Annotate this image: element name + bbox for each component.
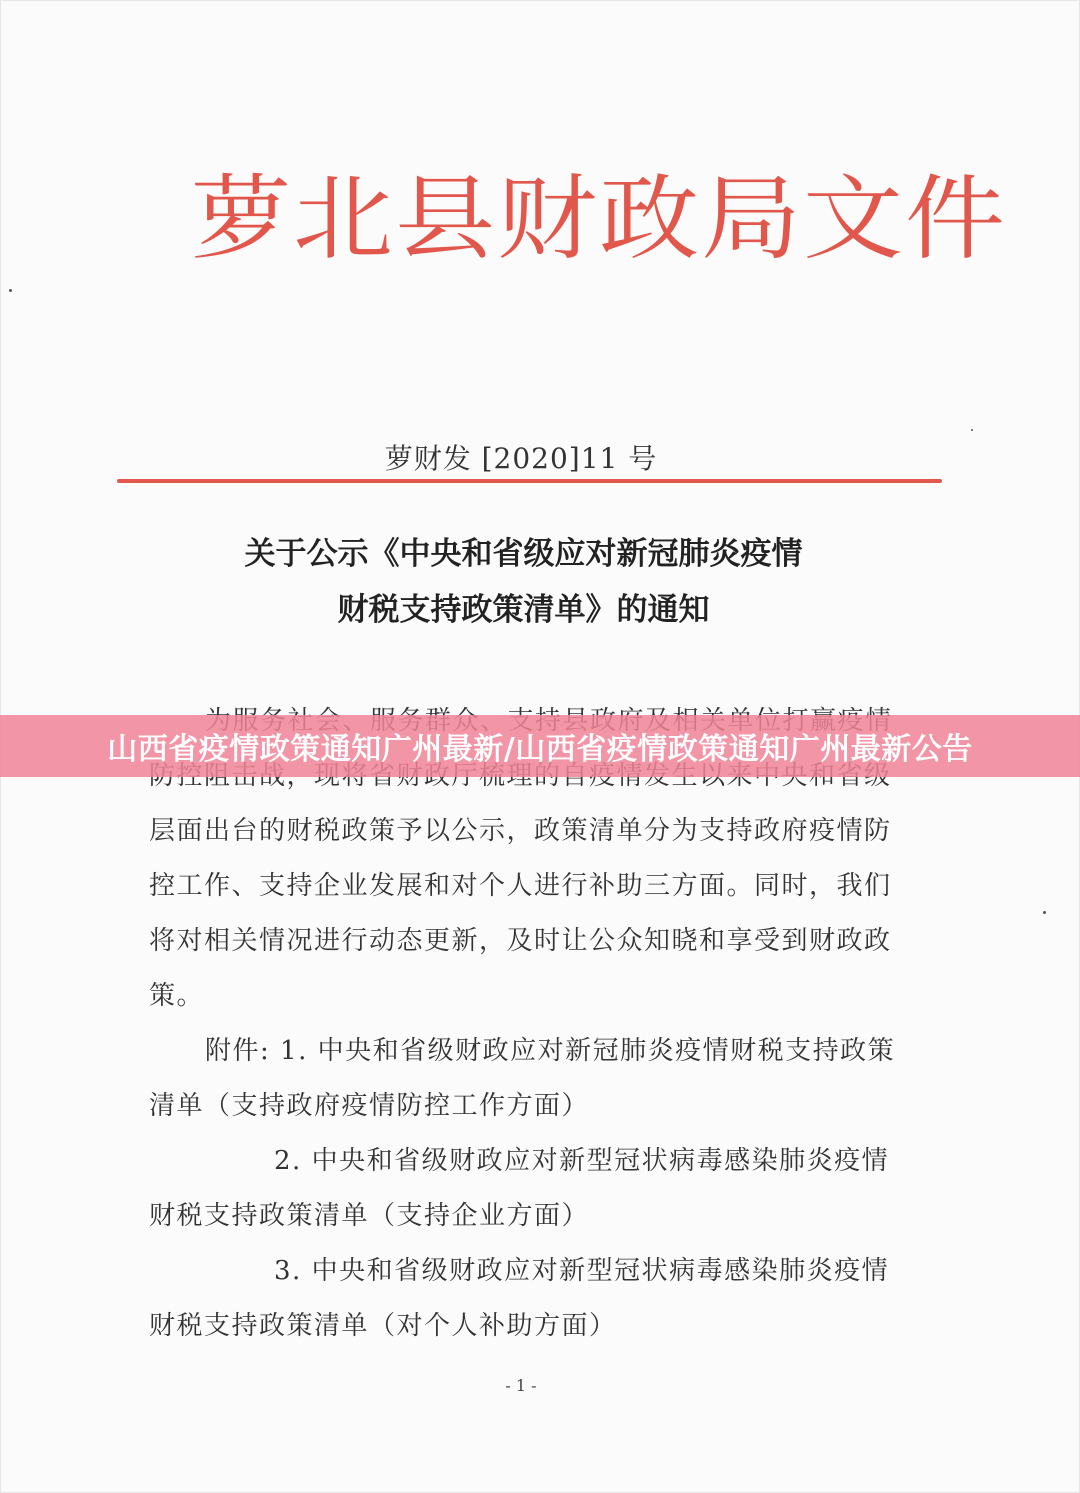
attachment-item-3: 3. 中央和省级财政应对新型冠状病毒感染肺炎疫情财税支持政策清单（对个人补助方面） [149,1256,890,1341]
notice-title-line-1: 关于公示《中央和省级应对新冠肺炎疫情 [244,536,803,572]
scan-speck [971,429,973,431]
attachment-item-1: 附件: 1. 中央和省级财政应对新冠肺炎疫情财税支持政策清单（支持政府疫情防控工作方面） [149,1036,896,1121]
scan-speck [1043,911,1046,914]
scan-speck [9,289,12,292]
notice-title-line-2: 财税支持政策清单》的通知 [337,592,710,628]
body-paragraph: 层面出台的财税政策予以公示，政策清单分为支持政府疫情防控工作、支持企业发展和对个人进行补助三方面。同时，我们将对相关情况进行动态更新，及时让公众知晓和享受到财政政策。 [149,816,892,1011]
document-number: 萝财发 [2020]11 号 [384,442,658,475]
document-masthead: 萝北县财政局文件 [191,164,1007,273]
red-divider-line [117,479,942,483]
notice-body [149,694,901,1354]
overlay-headline-banner [0,715,1080,777]
page-number: - 1 - [505,1376,537,1395]
notice-title [1,526,1046,638]
attachment-item-2: 2. 中央和省级财政应对新型冠状病毒感染肺炎疫情财税支持政策清单（支持企业方面） [149,1146,890,1231]
banner-headline: 山西省疫情政策通知广州最新/山西省疫情政策通知广州最新公告 [107,732,973,767]
